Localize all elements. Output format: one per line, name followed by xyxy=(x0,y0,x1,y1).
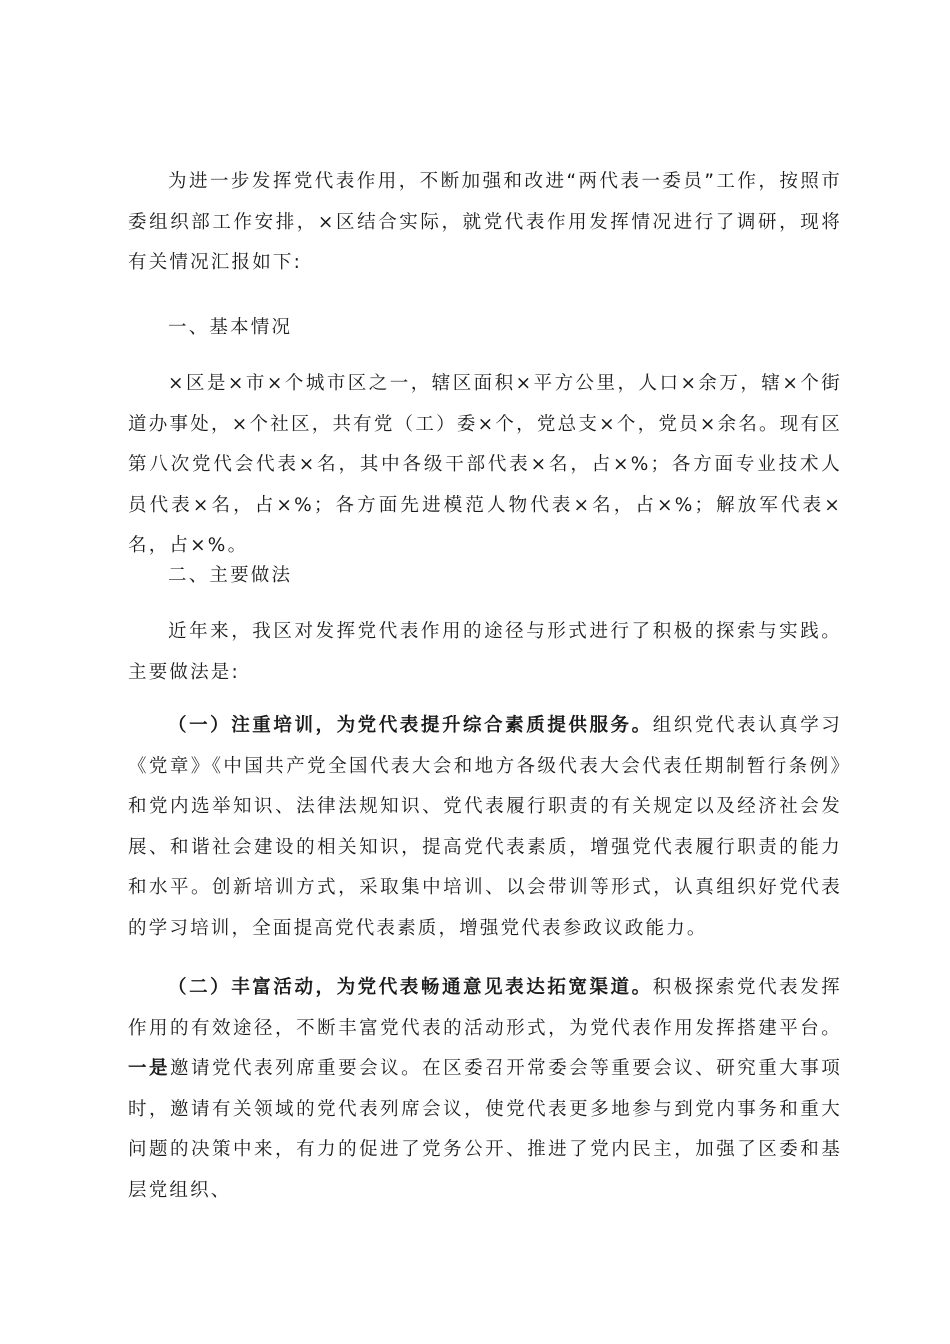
section-heading-main-practices: 二、主要做法 xyxy=(168,565,293,586)
section-heading-basic-situation: 一、基本情况 xyxy=(168,317,293,338)
activities-item-body-a: 积极探索党代表发挥作用的有效途径，不断丰富党代表的活动形式，为党代表作用发挥搭建平台。 xyxy=(128,977,842,1039)
activities-item-title: （二）丰富活动，为党代表畅通意见表达拓宽渠道。 xyxy=(168,977,653,998)
intro-paragraph: 为进一步发挥党代表作用，不断加强和改进“两代表一委员”工作，按照市委组织部工作安排，×区结合实际，就党代表作用发挥情况进行了调研，现将有关情况汇报如下: xyxy=(128,171,842,273)
training-item-title: （一）注重培训，为党代表提升综合素质提供服务。 xyxy=(168,715,653,736)
main-practices-intro-paragraph: 近年来，我区对发挥党代表作用的途径与形式进行了积极的探索与实践。主要做法是: xyxy=(128,621,842,683)
training-item-body: 组织党代表认真学习《党章》《中国共产党全国代表大会和地方各级代表大会代表任期制暂行条例》和党内选举知识、法律法规知识、党代表履行职责的有关规定以及经济社会发展、和谐社会建设的相关知识，提高党代表素质，增强党代表履行职责的能力和水平。创新培训方式，采取集中培训、以会带训等形式，认真组织好党代表的学习培训，全面提高党代表素质，增强党代表参政议政能力。 xyxy=(128,715,842,939)
activities-paragraph xyxy=(128,968,842,1211)
training-paragraph xyxy=(128,706,842,949)
activities-point-one-label: 一是 xyxy=(128,1058,171,1079)
basic-situation-paragraph: ×区是×市×个城市区之一，辖区面积×平方公里，人口×余万，辖×个街道办事处，×个社区，共有党（工）委×个，党总支×个，党员×余名。现有区第八次党代会代表×名，其中各级干部代表×名，占×%；各方面专业技术人员代表×名，占×%；各方面先进模范人物代表×名，占×%；解放军代表×名，占×%。 xyxy=(128,373,842,556)
activities-item-body-b: 邀请党代表列席重要会议。在区委召开常委会等重要会议、研究重大事项时，邀请有关领域的党代表列席会议，使党代表更多地参与到党内事务和重大问题的决策中来，有力的促进了党务公开、推进了党内民主，加强了区委和基层党组织、 xyxy=(128,1058,843,1201)
